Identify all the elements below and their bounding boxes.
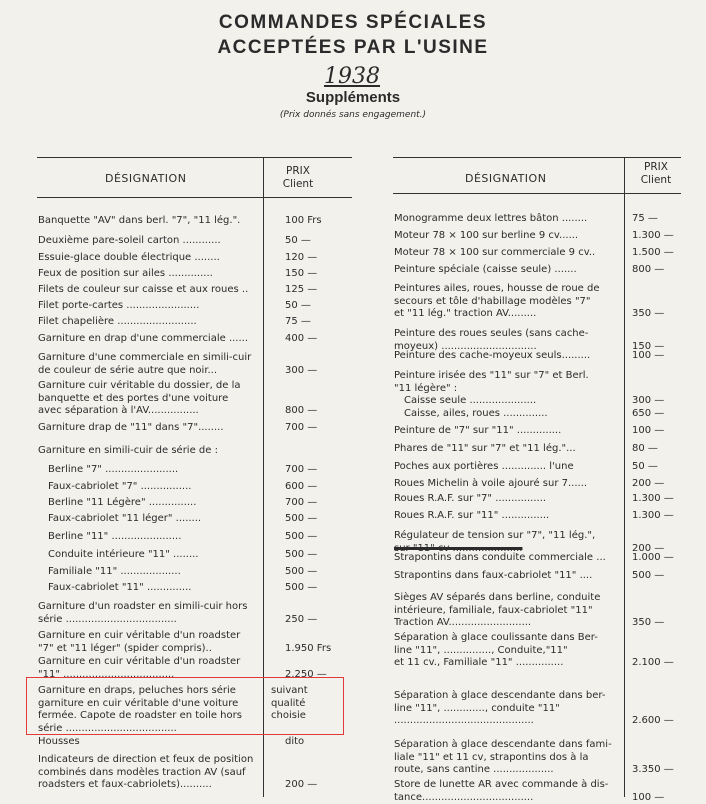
designation-line: Traction AV.......................... xyxy=(394,617,622,630)
left-designation xyxy=(38,754,266,792)
left-price: 500 — xyxy=(285,531,317,544)
designation-line: line "11", ............., conduite "11" xyxy=(394,703,622,716)
designation-line: Faux-cabriolet "7" ................ xyxy=(48,481,276,494)
right-price: 1.300 — xyxy=(632,230,674,243)
right-price: 2.100 — xyxy=(632,657,674,670)
right-price: 75 — xyxy=(632,213,658,226)
left-price: 100 Frs xyxy=(285,215,322,228)
designation-line: de couleur de série autre que noir... xyxy=(38,365,266,378)
left-price: 700 — xyxy=(285,422,317,435)
right-price: 200 — xyxy=(632,543,664,556)
right-price: 350 — xyxy=(632,308,664,321)
left-price: 125 — xyxy=(285,284,317,297)
designation-line: Garniture en draps, peluches hors série xyxy=(38,685,266,698)
left-price: 800 — xyxy=(285,405,317,418)
designation-line: banquette et des portes d'une voiture xyxy=(38,393,266,406)
title-line-1: COMMANDES SPÉCIALES xyxy=(0,12,706,34)
left-price: 2.250 — xyxy=(285,669,327,682)
left-designation xyxy=(38,566,276,579)
right-header-rule xyxy=(393,193,681,194)
right-designation xyxy=(394,461,622,474)
designation-line: Berline "7" ....................... xyxy=(48,464,276,477)
left-price: 300 — xyxy=(285,365,317,378)
right-price: 200 — xyxy=(632,478,664,491)
left-price: 50 — xyxy=(285,300,311,313)
designation-line: Indicateurs de direction et feux de position xyxy=(38,754,266,767)
left-price: 500 — xyxy=(285,549,317,562)
subtitle: Suppléments xyxy=(0,89,706,106)
designation-line: Strapontins dans faux-cabriolet "11" .... xyxy=(394,570,622,583)
designation-line: liale "11" et 11 cv, strapontins dos à la xyxy=(394,752,622,765)
left-price: 1.950 Frs xyxy=(285,643,331,656)
designation-line: Garniture cuir véritable du dossier, de la xyxy=(38,380,266,393)
right-designation xyxy=(394,779,622,804)
designation-line: Garniture en drap d'une commerciale ...... xyxy=(38,333,266,346)
designation-line: Peinture de "7" sur "11" .............. xyxy=(394,425,622,438)
designation-line: Peinture des roues seules (sans cache- xyxy=(394,328,622,341)
left-designation xyxy=(38,513,276,526)
designation-line: line "11", ..............., Conduite,"11" xyxy=(394,645,622,658)
designation-line: Faux-cabriolet "11" .............. xyxy=(48,582,276,595)
designation-line: Sièges AV séparés dans berline, conduite xyxy=(394,592,622,605)
left-client-label: Client xyxy=(268,178,328,191)
right-designation xyxy=(394,213,622,226)
right-price: 650 — xyxy=(632,408,664,421)
left-designation xyxy=(38,582,276,595)
left-price: 50 — xyxy=(285,235,311,248)
designation-line: Faux-cabriolet "11 léger" ........ xyxy=(48,513,276,526)
designation-line: et "11 lég." traction AV......... xyxy=(394,308,622,321)
left-designation xyxy=(38,497,276,510)
left-price: 250 — xyxy=(285,614,317,627)
left-designation xyxy=(38,630,266,655)
designation-line: série ................................... xyxy=(38,723,266,736)
right-price: 1.000 — xyxy=(632,552,674,565)
designation-line: "11" ................................... xyxy=(38,669,266,682)
right-designation xyxy=(394,552,622,565)
left-top-rule xyxy=(37,157,352,158)
right-designation xyxy=(394,493,622,506)
left-price: 75 — xyxy=(285,316,311,329)
designation-line: Garniture d'une commerciale en simili-cuir xyxy=(38,352,266,365)
designation-line: "11 légère" : xyxy=(394,383,622,396)
left-price: 600 — xyxy=(285,481,317,494)
right-designation xyxy=(394,592,622,630)
left-designation xyxy=(38,601,266,626)
right-designation xyxy=(394,370,622,395)
designation-line: moyeux) .............................. xyxy=(394,341,622,354)
right-price: 100 — xyxy=(632,792,664,804)
left-designation xyxy=(38,215,266,228)
right-designation xyxy=(394,510,622,523)
designation-line: roadsters et faux-cabriolets).......... xyxy=(38,779,266,792)
designation-line: Moteur 78 × 100 sur berline 9 cv...... xyxy=(394,230,622,243)
designation-line: Caisse, ailes, roues .............. xyxy=(404,408,632,421)
left-price: 400 — xyxy=(285,333,317,346)
designation-line: Monogramme deux lettres bâton ........ xyxy=(394,213,622,226)
left-designation xyxy=(38,464,276,477)
left-designation xyxy=(38,300,266,313)
right-designation xyxy=(394,247,622,260)
designation-line: secours et tôle d'habillage modèles "7" xyxy=(394,296,622,309)
right-prix-label: PRIX xyxy=(626,161,686,174)
right-price: 3.350 — xyxy=(632,764,674,777)
right-designation xyxy=(394,632,622,670)
left-designation-header: DÉSIGNATION xyxy=(105,172,186,185)
designation-line: Berline "11" ...................... xyxy=(48,531,276,544)
left-price: 500 — xyxy=(285,513,317,526)
designation-line: et 11 cv., Familiale "11" ............... xyxy=(394,657,622,670)
designation-line: Régulateur de tension sur "7", "11 lég.", xyxy=(394,530,622,543)
right-price: 1.300 — xyxy=(632,510,674,523)
designation-line: sur "11" cv ...................... xyxy=(394,543,622,556)
highlight-box xyxy=(26,677,344,735)
designation-line: Garniture d'un roadster en simili-cuir hors xyxy=(38,601,266,614)
designation-line: intérieure, familiale, faux-cabriolet "11" xyxy=(394,605,622,618)
price-line: choisie xyxy=(271,710,341,723)
designation-line: Peinture spéciale (caisse seule) ....... xyxy=(394,264,622,277)
right-designation xyxy=(394,690,622,728)
right-price: 50 — xyxy=(632,461,658,474)
right-designation xyxy=(394,739,622,777)
designation-line: Roues R.A.F. sur "7" ................ xyxy=(394,493,622,506)
left-designation xyxy=(38,316,266,329)
left-price: 500 — xyxy=(285,566,317,579)
designation-line: "7" et "11 léger" (spider compris).. xyxy=(38,643,266,656)
right-price: 300 — xyxy=(632,395,664,408)
left-designation xyxy=(38,445,266,458)
right-designation xyxy=(394,408,632,421)
designation-line: Banquette "AV" dans berl. "7", "11 lég.". xyxy=(38,215,266,228)
year-handwritten: 1938 xyxy=(312,64,392,89)
designation-line: ............................................ xyxy=(394,715,622,728)
designation-line: Filet chapelière ......................... xyxy=(38,316,266,329)
designation-line: Moteur 78 × 100 sur commerciale 9 cv.. xyxy=(394,247,622,260)
left-price: 500 — xyxy=(285,582,317,595)
designation-line: série ................................... xyxy=(38,614,266,627)
left-designation xyxy=(38,352,266,377)
left-designation xyxy=(38,380,266,418)
right-designation xyxy=(394,283,622,321)
designation-line: Essuie-glace double électrique ........ xyxy=(38,252,266,265)
designation-line: Garniture en cuir véritable d'un roadster xyxy=(38,630,266,643)
right-price: 350 — xyxy=(632,617,664,630)
designation-line: Peinture irisée des "11" sur "7" et Berl. xyxy=(394,370,622,383)
right-designation xyxy=(394,395,632,408)
designation-line: Housses xyxy=(38,736,266,749)
right-price: 2.600 — xyxy=(632,715,674,728)
left-price: 120 — xyxy=(285,252,317,265)
right-price: 1.300 — xyxy=(632,493,674,506)
price-line: suivant xyxy=(271,685,341,698)
left-price: 150 — xyxy=(285,268,317,281)
right-designation xyxy=(394,570,622,583)
designation-line: combinés dans modèles traction AV (sauf xyxy=(38,767,266,780)
left-designation xyxy=(38,422,266,435)
designation-line: Filet porte-cartes ....................... xyxy=(38,300,266,313)
right-price: 150 — xyxy=(632,341,664,354)
right-designation xyxy=(394,478,622,491)
designation-line: Séparation à glace descendante dans ber- xyxy=(394,690,622,703)
left-designation xyxy=(38,268,266,281)
left-price: 700 — xyxy=(285,497,317,510)
right-price: 1.500 — xyxy=(632,247,674,260)
right-designation xyxy=(394,230,622,243)
right-designation xyxy=(394,425,622,438)
right-column-divider xyxy=(624,157,625,797)
designation-line: route, sans cantine ................... xyxy=(394,764,622,777)
left-price: 700 — xyxy=(285,464,317,477)
designation-line: avec séparation à l'AV................ xyxy=(38,405,266,418)
designation-line: Caisse seule ..................... xyxy=(404,395,632,408)
designation-line: Garniture drap de "11" dans "7"........ xyxy=(38,422,266,435)
right-price: 500 — xyxy=(632,570,664,583)
left-designation xyxy=(38,481,276,494)
designation-line: Familiale "11" ................... xyxy=(48,566,276,579)
right-top-rule xyxy=(393,157,681,158)
left-designation xyxy=(38,252,266,265)
designation-line: fermée. Capote de roadster en toile hors xyxy=(38,710,266,723)
designation-line: tance................................... xyxy=(394,792,622,804)
designation-line: Poches aux portières .............. l'une xyxy=(394,461,622,474)
left-prix-header xyxy=(268,165,328,191)
designation-line: Garniture en cuir véritable d'un roadster xyxy=(38,656,266,669)
right-designation xyxy=(394,350,622,363)
price-line: qualité xyxy=(271,698,341,711)
price-note: (Prix donnés sans engagement.) xyxy=(0,110,706,120)
left-designation xyxy=(38,284,266,297)
designation-line: Séparation à glace coulissante dans Ber- xyxy=(394,632,622,645)
right-client-label: Client xyxy=(626,174,686,187)
left-price: 200 — xyxy=(285,779,317,792)
left-price: dito xyxy=(285,736,304,749)
left-designation xyxy=(38,736,266,749)
title-line-2: ACCEPTÉES PAR L'USINE xyxy=(0,37,706,59)
designation-line: Peinture des cache-moyeux seuls......... xyxy=(394,350,622,363)
right-price: 100 — xyxy=(632,425,664,438)
designation-line: Berline "11 Légère" ............... xyxy=(48,497,276,510)
designation-line: Feux de position sur ailes .............. xyxy=(38,268,266,281)
designation-line: Roues Michelin à voile ajouré sur 7...... xyxy=(394,478,622,491)
designation-line: Peintures ailes, roues, housse de roue de xyxy=(394,283,622,296)
designation-line: Roues R.A.F. sur "11" ............... xyxy=(394,510,622,523)
right-price: 80 — xyxy=(632,443,658,456)
designation-line: Garniture en simili-cuir de série de : xyxy=(38,445,266,458)
designation-line: garniture en cuir véritable d'une voiture xyxy=(38,698,266,711)
left-designation xyxy=(38,531,276,544)
left-header-rule xyxy=(37,197,352,198)
designation-line: Strapontins dans conduite commerciale ... xyxy=(394,552,622,565)
right-price: 100 — xyxy=(632,350,664,363)
designation-line: Conduite intérieure "11" ........ xyxy=(48,549,276,562)
left-designation xyxy=(38,235,266,248)
right-designation xyxy=(394,443,622,456)
designation-line: Deuxième pare-soleil carton ............ xyxy=(38,235,266,248)
designation-line: Store de lunette AR avec commande à dis- xyxy=(394,779,622,792)
designation-line: Phares de "11" sur "7" et "11 lég."... xyxy=(394,443,622,456)
designation-line: Filets de couleur sur caisse et aux roues .. xyxy=(38,284,266,297)
right-prix-header xyxy=(626,161,686,187)
right-designation xyxy=(394,264,622,277)
right-price: 800 — xyxy=(632,264,664,277)
left-designation xyxy=(38,333,266,346)
left-designation xyxy=(38,549,276,562)
right-designation-header: DÉSIGNATION xyxy=(465,172,546,185)
designation-line: Séparation à glace descendante dans fami- xyxy=(394,739,622,752)
left-prix-label: PRIX xyxy=(268,165,328,178)
